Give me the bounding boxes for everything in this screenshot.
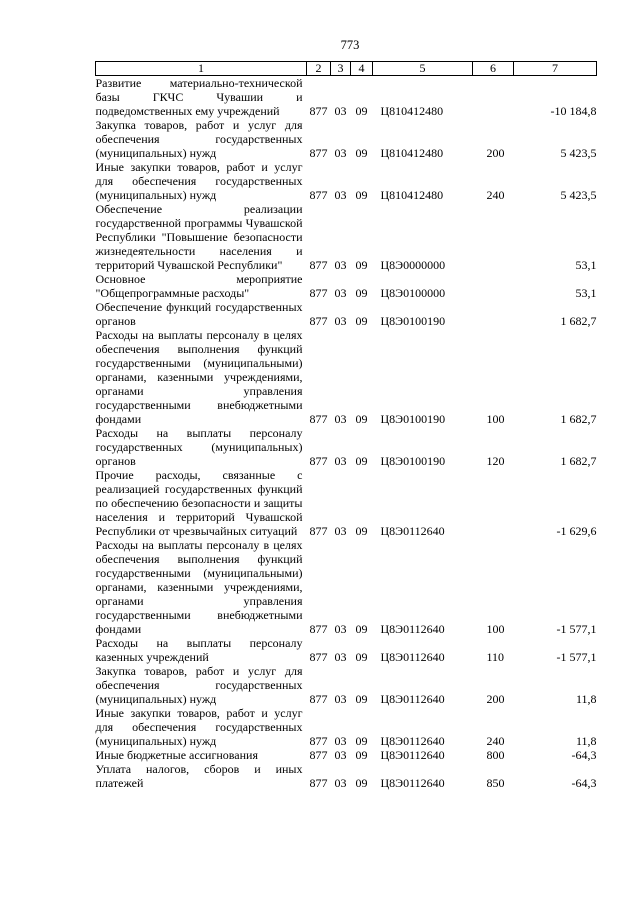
admin-code: 877 <box>309 524 328 538</box>
expense-kind: 850 <box>486 776 505 790</box>
section-code: 03 <box>334 734 347 748</box>
subsection-code: 09 <box>355 650 368 664</box>
column-header: 6 <box>473 62 514 76</box>
table-row <box>96 76 597 119</box>
admin-code: 877 <box>309 692 328 706</box>
row-name: Обеспечение реализации государственной программы Чувашской Республики "Повышение безопасности жизнедеятельности населения и территорий Чувашской Республики" <box>95 202 303 272</box>
amount: 1 682,7 <box>560 314 597 328</box>
row-name: Обеспечение функций государственных органов <box>95 300 303 328</box>
table-row <box>96 706 597 748</box>
amount: 1 682,7 <box>560 454 597 468</box>
target-article: Ц8Э0000000 <box>380 258 446 272</box>
admin-code: 877 <box>309 104 328 118</box>
subsection-code: 09 <box>355 734 368 748</box>
expense-kind <box>473 272 514 300</box>
row-name: Расходы на выплаты персоналу в целях обеспечения выполнения функций государственными (муниципальными) органами, казенными учреждениями, органами управления государственными внебюджетными фондами <box>95 328 303 426</box>
table-row <box>96 328 597 426</box>
table-row <box>96 538 597 636</box>
row-name: Расходы на выплаты персоналу казенных учреждений <box>95 636 303 664</box>
amount: -64,3 <box>571 748 597 762</box>
table-row <box>96 118 597 160</box>
table-row <box>96 468 597 538</box>
admin-code: 877 <box>309 650 328 664</box>
expense-kind: 110 <box>486 650 505 664</box>
amount: 1 682,7 <box>560 412 597 426</box>
admin-code: 877 <box>309 622 328 636</box>
section-code: 03 <box>334 692 347 706</box>
subsection-code: 09 <box>355 692 368 706</box>
section-code: 03 <box>334 104 347 118</box>
table-row <box>96 664 597 706</box>
subsection-code: 09 <box>355 258 368 272</box>
amount: -1 629,6 <box>556 524 597 538</box>
section-code: 03 <box>334 454 347 468</box>
admin-code: 877 <box>309 454 328 468</box>
expense-kind: 240 <box>486 188 505 202</box>
table-row <box>96 160 597 202</box>
section-code: 03 <box>334 258 347 272</box>
row-name: Иные бюджетные ассигнования <box>95 748 258 762</box>
target-article: Ц8Э0100190 <box>380 454 446 468</box>
target-article: Ц8Э0112640 <box>380 650 445 664</box>
amount: 5 423,5 <box>560 146 597 160</box>
expense-kind: 200 <box>486 692 505 706</box>
amount: 53,1 <box>575 258 597 272</box>
page-number: 773 <box>340 38 360 52</box>
amount: -1 577,1 <box>556 650 597 664</box>
amount: -64,3 <box>571 776 597 790</box>
subsection-code: 09 <box>355 748 368 762</box>
section-code: 03 <box>334 286 347 300</box>
subsection-code: 09 <box>355 104 368 118</box>
section-code: 03 <box>334 314 347 328</box>
table-header-row <box>96 62 597 76</box>
admin-code: 877 <box>309 188 328 202</box>
target-article: Ц8Э0100190 <box>380 314 446 328</box>
table-row <box>96 762 597 790</box>
target-article: Ц810412480 <box>380 188 444 202</box>
subsection-code: 09 <box>355 454 368 468</box>
row-name: Основное мероприятие "Общепрограммные расходы" <box>95 272 303 300</box>
column-header: 3 <box>331 62 351 76</box>
admin-code: 877 <box>309 146 328 160</box>
amount: -10 184,8 <box>550 104 597 118</box>
table-row <box>96 426 597 468</box>
subsection-code: 09 <box>355 188 368 202</box>
row-name: Уплата налогов, сборов и иных платежей <box>95 762 303 790</box>
section-code: 03 <box>334 622 347 636</box>
expense-kind <box>473 300 514 328</box>
amount: 53,1 <box>575 286 597 300</box>
target-article: Ц810412480 <box>380 104 444 118</box>
subsection-code: 09 <box>355 286 368 300</box>
target-article: Ц8Э0100000 <box>380 286 446 300</box>
target-article: Ц810412480 <box>380 146 444 160</box>
expense-kind: 120 <box>486 454 505 468</box>
target-article: Ц8Э0112640 <box>380 524 445 538</box>
subsection-code: 09 <box>355 146 368 160</box>
subsection-code: 09 <box>355 314 368 328</box>
target-article: Ц8Э0112640 <box>380 748 445 762</box>
expense-kind <box>473 202 514 272</box>
expense-kind: 240 <box>486 734 505 748</box>
expense-kind: 100 <box>486 412 505 426</box>
admin-code: 877 <box>309 734 328 748</box>
row-name: Иные закупки товаров, работ и услуг для обеспечения государственных (муниципальных) нужд <box>95 160 303 202</box>
section-code: 03 <box>334 412 347 426</box>
section-code: 03 <box>334 524 347 538</box>
column-header: 5 <box>373 62 473 76</box>
column-header: 4 <box>351 62 373 76</box>
target-article: Ц8Э0112640 <box>380 622 445 636</box>
row-name: Закупка товаров, работ и услуг для обеспечения государственных (муниципальных) нужд <box>95 664 303 706</box>
target-article: Ц8Э0112640 <box>380 692 445 706</box>
column-header: 7 <box>514 62 597 76</box>
subsection-code: 09 <box>355 524 368 538</box>
expense-kind: 800 <box>486 748 505 762</box>
section-code: 03 <box>334 188 347 202</box>
amount: 11,8 <box>575 692 597 706</box>
table-row <box>96 202 597 272</box>
admin-code: 877 <box>309 286 328 300</box>
budget-table-body <box>96 62 597 791</box>
table-row <box>96 748 597 762</box>
subsection-code: 09 <box>355 412 368 426</box>
amount: 5 423,5 <box>560 188 597 202</box>
section-code: 03 <box>334 748 347 762</box>
table-row <box>96 272 597 300</box>
admin-code: 877 <box>309 258 328 272</box>
admin-code: 877 <box>309 314 328 328</box>
expense-kind <box>473 76 514 119</box>
target-article: Ц8Э0112640 <box>380 776 445 790</box>
row-name: Прочие расходы, связанные с реализацией государственных функций по обеспечению безопасности и защиты населения и территорий Чувашской Республики от чрезвычайных ситуаций <box>95 468 303 538</box>
row-name: Развитие материально-технической базы ГКЧС Чувашии и подведомственных ему учреждений <box>95 76 303 118</box>
expense-kind <box>473 468 514 538</box>
column-header: 2 <box>307 62 331 76</box>
target-article: Ц8Э0112640 <box>380 734 445 748</box>
admin-code: 877 <box>309 748 328 762</box>
row-name: Закупка товаров, работ и услуг для обеспечения государственных (муниципальных) нужд <box>95 118 303 160</box>
section-code: 03 <box>334 146 347 160</box>
row-name: Расходы на выплаты персоналу в целях обеспечения выполнения функций государственными (муниципальными) органами, казенными учреждениями, органами управления государственными внебюджетными фондами <box>95 538 303 636</box>
amount: 11,8 <box>575 734 597 748</box>
expense-kind: 100 <box>486 622 505 636</box>
row-name: Расходы на выплаты персоналу государственных (муниципальных) органов <box>95 426 303 468</box>
budget-table <box>95 61 597 790</box>
subsection-code: 09 <box>355 622 368 636</box>
section-code: 03 <box>334 650 347 664</box>
admin-code: 877 <box>309 412 328 426</box>
section-code: 03 <box>334 776 347 790</box>
table-row <box>96 300 597 328</box>
column-header: 1 <box>96 62 307 76</box>
table-row <box>96 636 597 664</box>
expense-kind: 200 <box>486 146 505 160</box>
admin-code: 877 <box>309 776 328 790</box>
row-name: Иные закупки товаров, работ и услуг для обеспечения государственных (муниципальных) нужд <box>95 706 303 748</box>
target-article: Ц8Э0100190 <box>380 412 446 426</box>
subsection-code: 09 <box>355 776 368 790</box>
amount: -1 577,1 <box>556 622 597 636</box>
